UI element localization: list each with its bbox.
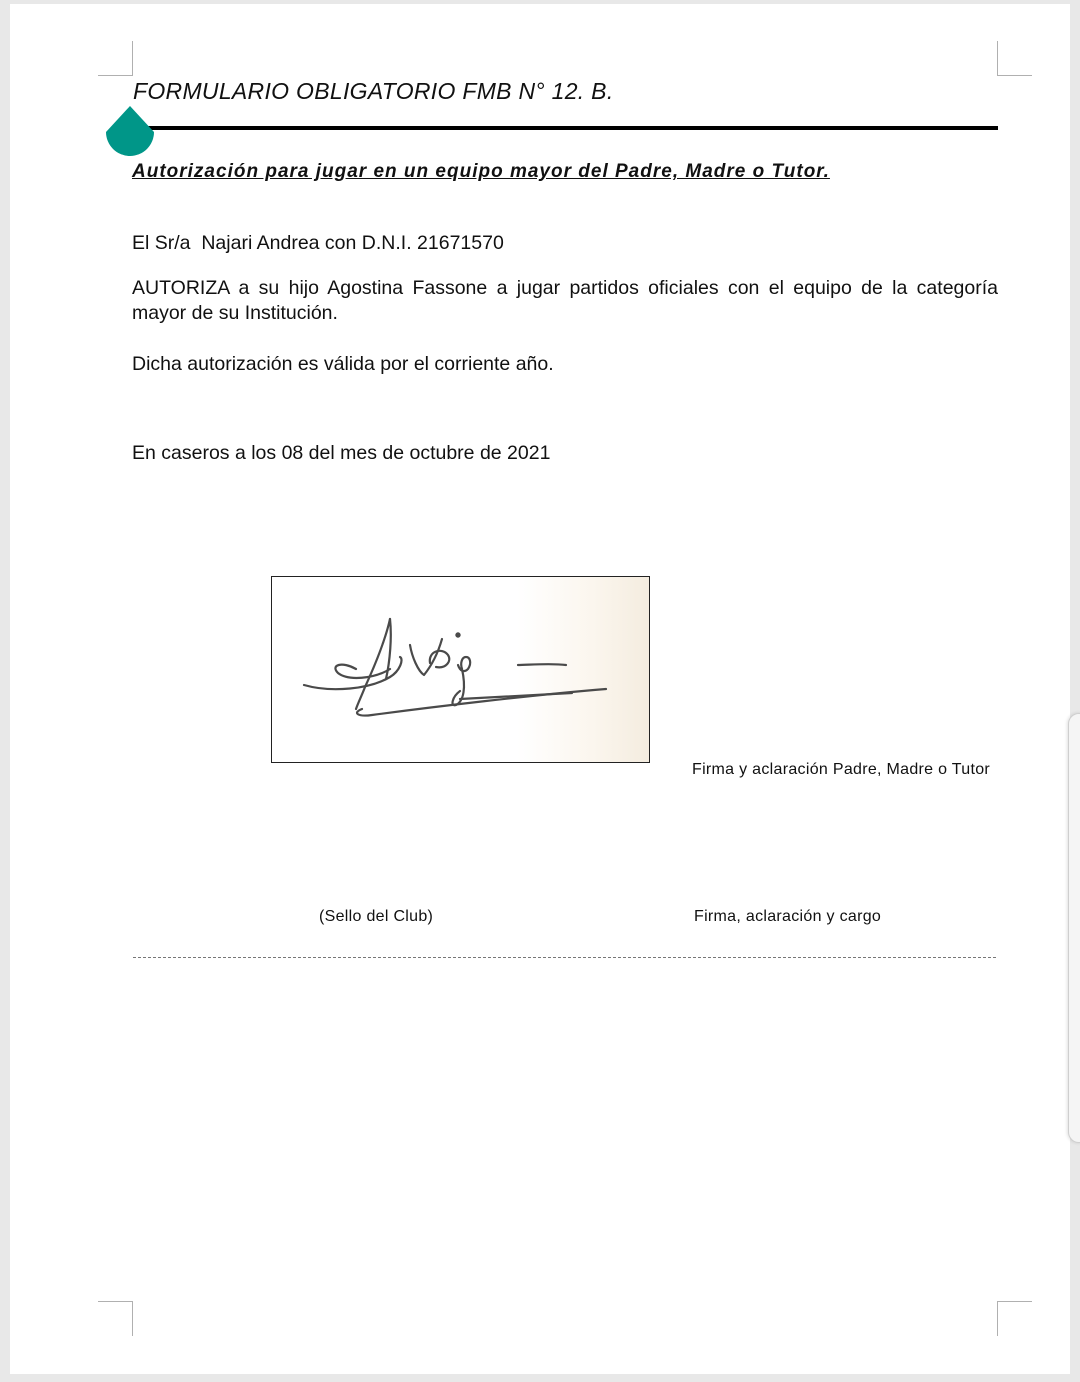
- club-stamp-caption: (Sello del Club): [319, 908, 434, 925]
- authorization-paragraph: AUTORIZA a su hijo Agostina Fassone a jugar partidos oficiales con el equipo de la categoría mayor de su Institución.: [132, 277, 998, 324]
- title-rule: [133, 126, 998, 130]
- form-title: FORMULARIO OBLIGATORIO FMB N° 12. B.: [133, 78, 614, 104]
- margin-corner-bottom-left: [98, 1301, 133, 1336]
- text-cursor-drop-icon[interactable]: [104, 104, 156, 164]
- margin-corner-bottom-right: [997, 1301, 1032, 1336]
- guardian-id-paragraph: El Sr/a Najari Andrea con D.N.I. 21671570: [132, 232, 504, 254]
- authorization-subtitle: Autorización para jugar en un equipo mayor del Padre, Madre o Tutor.: [132, 161, 830, 182]
- club-signature-caption: Firma, aclaración y cargo: [694, 908, 882, 925]
- scroll-handle[interactable]: [1068, 713, 1080, 1143]
- cut-line-divider: [133, 957, 996, 958]
- margin-corner-top-right: [997, 41, 1032, 76]
- document-page: [10, 4, 1070, 1374]
- margin-corner-top-left: [98, 41, 133, 76]
- signature-image: [271, 576, 650, 763]
- handwritten-signature-icon: [272, 577, 649, 762]
- guardian-signature-caption: Firma y aclaración Padre, Madre o Tutor: [692, 761, 991, 778]
- place-date-paragraph: En caseros a los 08 del mes de octubre de 2021: [132, 442, 551, 464]
- validity-paragraph: Dicha autorización es válida por el corriente año.: [132, 353, 554, 375]
